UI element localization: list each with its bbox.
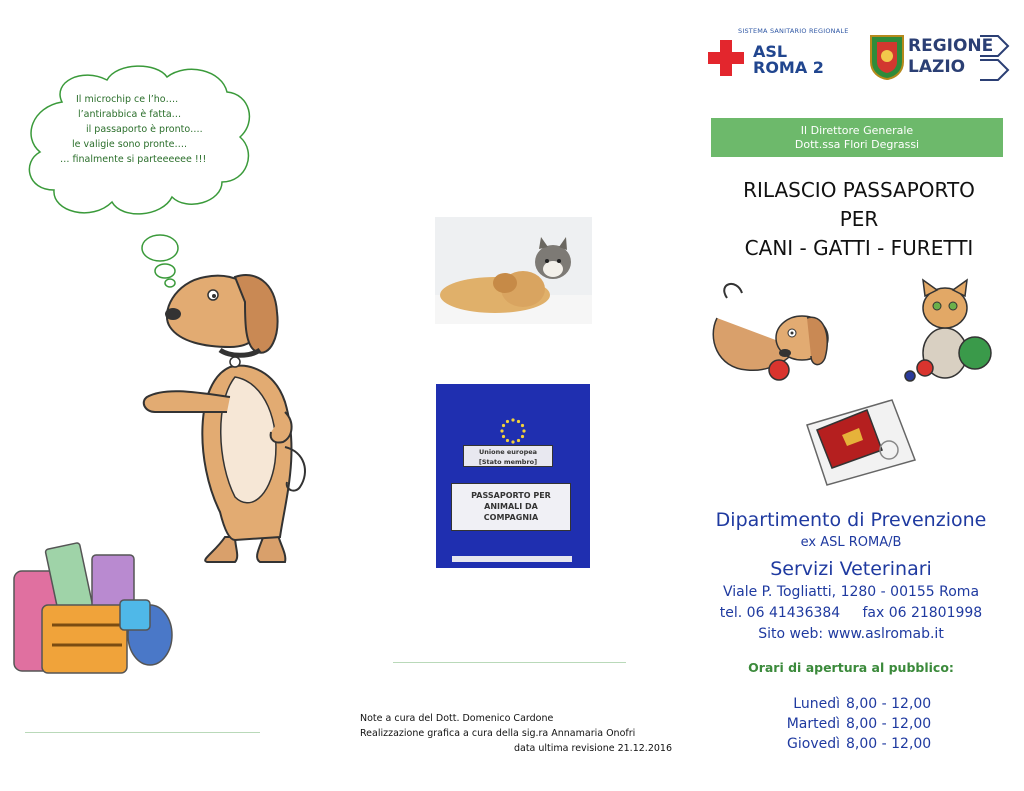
asl-name-line: ROMA 2 — [753, 58, 824, 77]
pet-passport-image — [436, 384, 590, 568]
hours-row — [760, 714, 980, 734]
bubble-text — [48, 92, 238, 167]
regione-lazio-emblem-icon — [869, 32, 905, 80]
hours-time: 8,00 - 12,00 — [846, 696, 932, 712]
passport-title-line: COMPAGNIA — [483, 513, 539, 522]
passport-footer-strip — [452, 556, 572, 562]
department-info — [706, 508, 996, 645]
hours-day: Giovedì — [787, 736, 840, 752]
title-line: RILASCIO PASSAPORTO — [743, 178, 975, 202]
eu-stars-icon — [498, 416, 528, 446]
lazio-arrow-lines-icon — [978, 32, 1012, 82]
notes-line: Note a cura del Dott. Domenico Cardone — [360, 713, 554, 724]
revision-date: data ultima revisione 21.12.2016 — [513, 743, 672, 754]
hours-row — [760, 694, 980, 714]
luggage-illustration — [12, 535, 177, 683]
passport-union-label — [463, 445, 553, 467]
services-title: Servizi Veterinari — [770, 558, 932, 580]
hours-time: 8,00 - 12,00 — [846, 716, 932, 732]
divider-line — [25, 732, 260, 733]
phone-fax: tel. 06 41436384 fax 06 21801998 — [719, 605, 983, 621]
cartoon-cat-yarn-illustration — [895, 278, 1000, 386]
puppy-kitten-photo — [435, 217, 592, 324]
passport-state-line: [Stato membro] — [478, 458, 538, 466]
passport-title-label — [451, 483, 571, 531]
hours-time: 8,00 - 12,00 — [846, 736, 932, 752]
title-line: CANI - GATTI - FURETTI — [744, 236, 974, 260]
asl-name-line: ASL — [753, 42, 788, 61]
address: Viale P. Togliatti, 1280 - 00155 Roma — [722, 584, 980, 600]
bubble-line: l’antirabbica è fatta… — [78, 109, 182, 120]
hours-row — [760, 734, 980, 754]
cartoon-dog-ball-illustration — [707, 278, 832, 384]
bubble-line: … finalmente si parteeeeee !!! — [60, 154, 207, 165]
opening-hours-title: Orari di apertura al pubblico: — [748, 660, 954, 675]
hours-day: Lunedì — [793, 696, 840, 712]
department-subtitle: ex ASL ROMA/B — [800, 535, 902, 550]
website: Sito web: www.aslromab.it — [758, 626, 944, 642]
page-title — [706, 176, 1012, 263]
department-title: Dipartimento di Prevenzione — [715, 509, 987, 531]
passport-document-illustration — [797, 390, 917, 488]
asl-regional-label: SISTEMA SANITARIO REGIONALE — [738, 27, 849, 35]
asl-cross-logo-icon — [708, 40, 744, 76]
lazio-line: REGIONE — [908, 36, 994, 56]
bubble-line: Il microchip ce l’ho…. — [76, 94, 179, 105]
passport-title-line: PASSAPORTO PER — [471, 491, 551, 500]
passport-union-line: Unione europea — [478, 448, 538, 456]
lazio-line: LAZIO — [908, 57, 966, 77]
cartoon-dog-illustration — [135, 262, 315, 567]
notes-line: Realizzazione grafica a cura della sig.ra Annamaria Onofri — [360, 728, 636, 739]
puppy-kitten-image — [435, 217, 592, 324]
director-role: Il Direttore Generale — [800, 124, 914, 137]
credits-notes — [360, 711, 672, 756]
bubble-line: le valigie sono pronte…. — [72, 139, 188, 150]
title-line: PER — [839, 207, 879, 231]
director-banner — [711, 118, 1003, 157]
hours-day: Martedì — [786, 716, 840, 732]
divider-line — [393, 662, 626, 663]
bubble-line: il passaporto è pronto…. — [86, 124, 203, 135]
director-name: Dott.ssa Flori Degrassi — [794, 138, 920, 151]
asl-name — [753, 44, 824, 76]
opening-hours-list — [760, 694, 980, 754]
passport-title-line: ANIMALI DA — [484, 502, 538, 511]
